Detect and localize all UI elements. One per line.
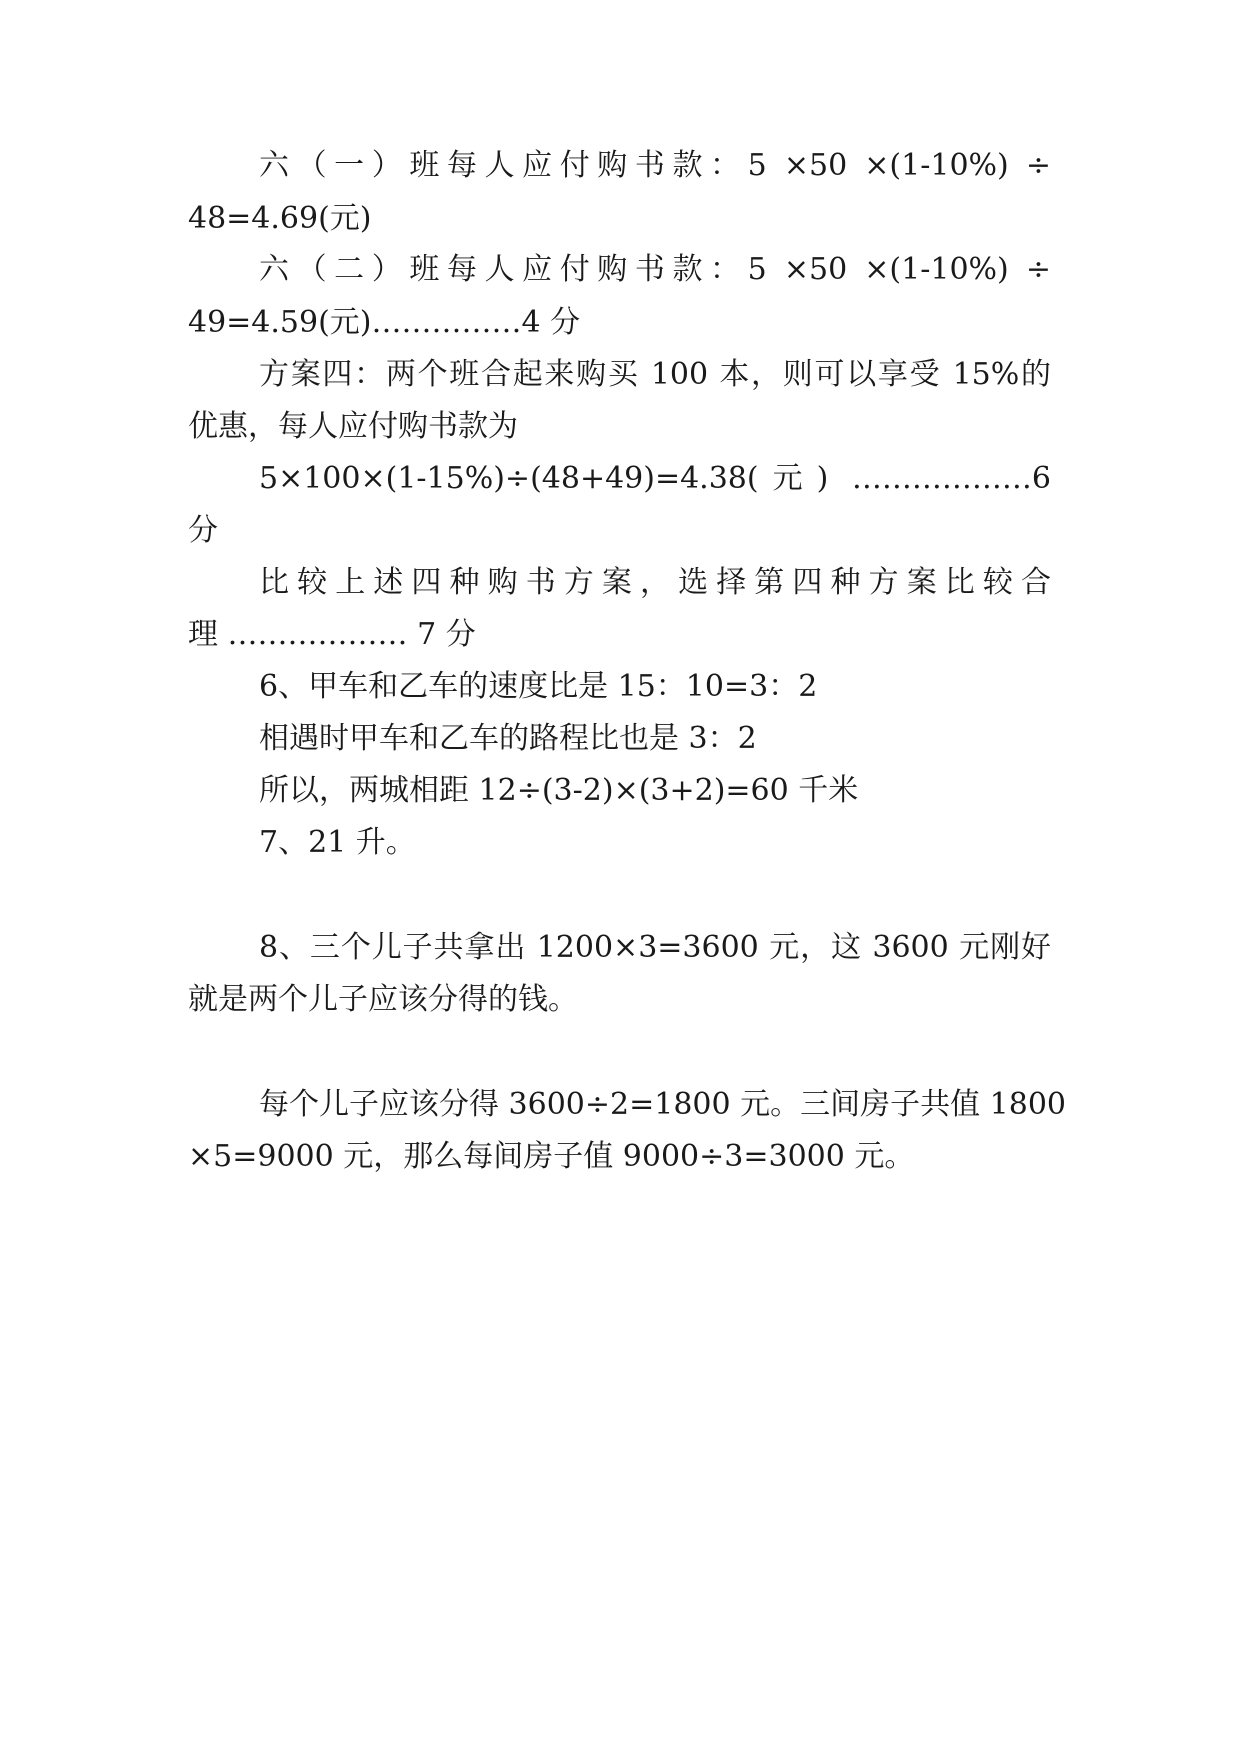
text-line-question-8 [0, 922, 1241, 974]
text-line-content: 6、甲车和乙车的速度比是 15：10=3：2 [259, 669, 818, 704]
text-line-question-8-share [0, 1079, 1241, 1131]
text-line-content: 分 [188, 513, 218, 548]
text-line-content: 方案四：两个班合起来购买 100 本，则可以享受 15%的 [259, 357, 1051, 392]
text-line-content: 比较上述四种购书方案，选择第四种方案比较合 [259, 565, 1051, 600]
text-line-question-6 [0, 661, 1241, 713]
text-line-content: 所以，两城相距 12÷(3-2)×(3+2)=60 千米 [259, 773, 859, 808]
text-line-content: ×5=9000 元，那么每间房子值 9000÷3=3000 元。 [188, 1139, 915, 1174]
text-line-content: 49=4.59(元)……………4 分 [188, 305, 581, 340]
text-line-class-6-1-result [0, 193, 1241, 245]
text-line-content: 48=4.69(元) [188, 201, 372, 236]
text-line-content: 5×100×(1-15%)÷(48+49)=4.38(元) ………………6 [259, 461, 1051, 496]
text-line-content: 理 ……………… 7 分 [188, 617, 476, 652]
text-line-class-6-1-payment [0, 140, 1241, 192]
text-line-question-6-answer [0, 765, 1241, 817]
text-line-content: 8、三个儿子共拿出 1200×3=3600 元，这 3600 元刚好 [259, 930, 1051, 965]
text-line-class-6-2-payment [0, 244, 1241, 296]
text-line-plan-four-continued [0, 401, 1241, 453]
text-line-plan-four [0, 349, 1241, 401]
text-line-question-7 [0, 817, 1241, 869]
text-line-content: 每个儿子应该分得 3600÷2=1800 元。三间房子共值 1800 [259, 1087, 1067, 1122]
text-line-content: 六（一）班每人应付购书款：5 ×50 ×(1-10%) ÷ [259, 148, 1051, 183]
text-line-content: 优惠，每人应付购书款为 [188, 409, 518, 444]
text-line-content: 7、21 升。 [259, 825, 416, 860]
text-line-content: 相遇时甲车和乙车的路程比也是 3：2 [259, 721, 757, 756]
text-line-content: 六（二）班每人应付购书款：5 ×50 ×(1-10%) ÷ [259, 252, 1051, 287]
text-line-question-6-ratio [0, 713, 1241, 765]
text-line-comparison-score [0, 609, 1241, 661]
text-line-question-8-answer [0, 1131, 1241, 1183]
text-line-content: 就是两个儿子应该分得的钱。 [188, 982, 578, 1017]
text-line-question-8-continued [0, 974, 1241, 1026]
text-line-comparison [0, 557, 1241, 609]
text-line-plan-four-score [0, 505, 1241, 557]
text-line-class-6-2-result [0, 297, 1241, 349]
text-line-plan-four-formula [0, 453, 1241, 505]
